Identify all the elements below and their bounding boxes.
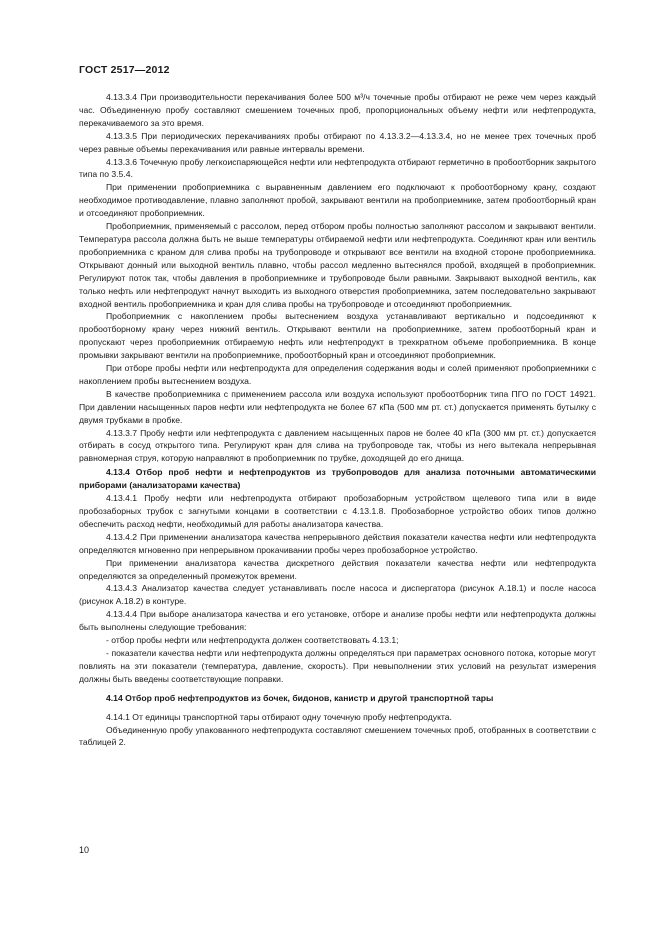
section-heading-4-14: 4.14 Отбор проб нефтепродуктов из бочек, бидонов, канистр и другой транспортной тары: [106, 692, 494, 703]
paragraph-4-14-1: 4.14.1 От единицы транспортной тары отбирают одну точечную пробу нефтепродукта.: [106, 711, 452, 722]
paragraph-4-13-3-4: 4.13.3.4 При производительности перекачивания более 500 м³/ч точечные пробы отбирают не реже чем через каждый час. Объединенную пробу составляют смешением точечных проб, пропорциональных объему нефти или нефтепродукта, перекачиваемого за это время.: [79, 92, 596, 128]
paragraph-pgo-sampler: В качестве пробоприемника с применением рассола или воздуха используют пробоотборник типа ПГО по ГОСТ 14921. При давлении насыщенных паров нефти или нефтепродукта не более 67 кПа (500 мм рт. ст.) допускается применять бутылку с двумя трубками в пробке.: [79, 388, 596, 425]
paragraph-air-displacement: Пробоприемник с накоплением пробы вытеснением воздуха устанавливают вертикально и подсоединяют к пробоотборному крану через нижний вентиль. Открывают вентили на пробоприемнике, затем пробоотборный кран и пропускают через пробоприемник отбираемую нефть или нефтепродукт в трехкратном объеме пробоприемника. В конце промывки закрывают вентили на пробоприемнике, пробоотборный кран и отсоединяют пробоприемник.: [79, 311, 596, 361]
paragraph-4-13-4-4: 4.13.4.4 При выборе анализатора качества и его установке, отборе и анализе пробы нефти или нефтепродукта должны быть выполнены следующие требования:: [79, 609, 596, 633]
paragraph-equalized-pressure: При применении пробоприемника с выравненным давлением его подключают к пробоотборному крану, создают необходимое противодавление, плавно заполняют пробой, закрывают вентили на пробоприемнике, затем пробоотборный кран и отсоединяют пробоприемник.: [79, 182, 596, 219]
paragraph-combined-sample: Объединенную пробу упакованного нефтепродукта составляют смешением точечных проб, отобранных в соответствии с таблицей 2.: [79, 724, 596, 748]
document-header: ГОСТ 2517—2012: [79, 64, 170, 76]
page-number: 10: [79, 845, 90, 855]
paragraph-4-13-3-7: 4.13.3.7 Пробу нефти или нефтепродукта с давлением насыщенных паров не более 40 кПа (300 мм рт. ст.) допускается отбирать в сосуд открытого типа. Регулируют кран для слива на трубопроводе так, чтобы из него вытекала непрерывная равномерная струя, которую направляют в пробоприемник по трубке, доходящей до его днища.: [79, 427, 596, 464]
list-item-requirement-2: - показатели качества нефти или нефтепродукта должны определяться при параметрах основного потока, которые могут повлиять на эти показатели (температура, давление, скорость). При невыполнении этих условий на результат измерения должны быть введены соответствующие поправки.: [79, 647, 596, 684]
paragraph-4-13-3-5: 4.13.3.5 При периодических перекачиваниях пробы отбирают по 4.13.3.2—4.13.3.4, но не менее трех точечных проб через равные объемы перекачивания или равные интервалы времени.: [79, 130, 596, 154]
paragraph-4-13-3-6: 4.13.3.6 Точечную пробу легкоиспаряющейся нефти или нефтепродукта отбирают герметично в пробоотборник закрытого типа по 3.5.4.: [79, 156, 596, 180]
paragraph-4-13-4-3: 4.13.4.3 Анализатор качества следует устанавливать после насоса и диспергатора (рисунок А.18.1) и после насоса (рисунок А.18.2) в контуре.: [79, 583, 596, 607]
list-item-requirement-1: - отбор пробы нефти или нефтепродукта должен соответствовать 4.13.1;: [106, 635, 399, 646]
section-heading-4-13-4: 4.13.4 Отбор проб нефти и нефтепродуктов из трубопроводов для анализа поточными автоматическими приборами (анализаторами качества): [79, 467, 596, 491]
paragraph-brine-receiver: Пробоприемник, применяемый с рассолом, перед отбором пробы полностью заполняют рассолом и закрывают вентили. Температура рассола должна быть не выше температуры отбираемой нефти или нефтепродукта. Соединяют кран или вентиль пробоприемника с краном для слива пробы на трубопроводе и открывают все вентили на входной стороне пробоприемника. Открывают донный или выходной вентиль плавно, чтобы рассол медленно вытеснялся пробой, входящей в пробоприемник. Регулируют поток так, чтобы давления в пробоприемнике и трубопроводе были равными. Закрывают выходной вентиль, как только нефть или нефтепродукт начнут выходить из выходного отверстия пробоприемника, затем последовательно закрывают входной вентиль пробоприемника и кран для слива пробы на трубопроводе и отсоединяют пробоприемник.: [79, 221, 596, 309]
paragraph-4-13-4-1: 4.13.4.1 Пробу нефти или нефтепродукта отбирают пробозаборным устройством щелевого типа или в виде пробозаборных трубок с загнутыми концами в соответствии с 4.13.1.8. Пробозаборное устройство обоих типов должно обеспечить расход нефти, необходимый для работы анализатора качества.: [79, 493, 596, 529]
paragraph-discrete-analyzer: При применении анализатора качества дискретного действия показатели качества нефти или нефтепродукта определяются за определенный промежуток времени.: [79, 557, 596, 581]
document-body: [79, 91, 596, 749]
paragraph-4-13-4-2: 4.13.4.2 При применении анализатора качества непрерывного действия показатели качества нефти или нефтепродукта определяются мгновенно при непрерывном прокачивании пробы через пробозаборное устройство.: [79, 531, 596, 555]
paragraph-water-salt: При отборе пробы нефти или нефтепродукта для определения содержания воды и солей применяют пробоприемники с накоплением пробы вытеснением воздуха.: [79, 363, 596, 386]
